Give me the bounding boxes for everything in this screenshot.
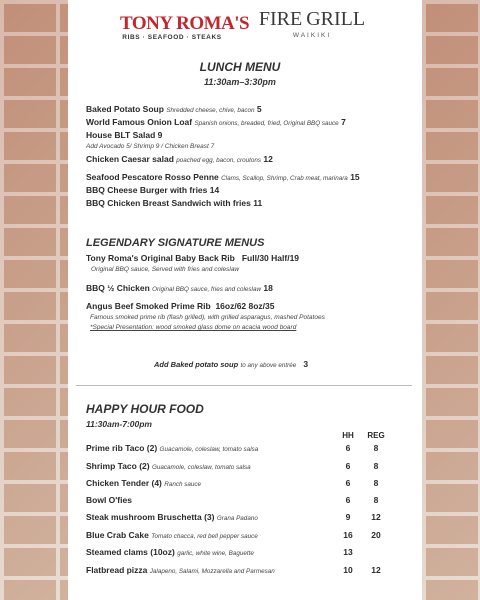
happy-hour-reg-price: 12 xyxy=(371,565,381,575)
fire-grill-logo xyxy=(258,6,366,39)
happy-hour-hh-price: 6 xyxy=(345,461,351,471)
lunch-hours: 11:30am–3:30pm xyxy=(204,77,276,87)
happy-hour-item-name: Shrimp Taco (2) xyxy=(86,461,150,471)
lunch-item: BBQ Chicken Breast Sandwich with fries 11 xyxy=(86,198,263,208)
happy-hour-item-desc: Tomato chacca, red bell pepper sauce xyxy=(151,533,258,540)
happy-hour-item-name: Bowl O'fies xyxy=(86,495,132,505)
signature-item-desc: Original BBQ sauce, Served with fries and coleslaw xyxy=(91,266,240,273)
tony-romas-tagline: RIBS · SEAFOOD · STEAKS xyxy=(122,34,222,41)
happy-hour-item-desc: Ranch sauce xyxy=(164,481,202,488)
happy-hour-item xyxy=(86,461,251,473)
brick-wall-right xyxy=(422,0,480,600)
signature-title: LEGENDARY SIGNATURE MENUS xyxy=(86,237,265,249)
happy-hour-item-name: Flatbread pizza xyxy=(86,565,148,575)
happy-hour-reg-price: 8 xyxy=(373,495,379,505)
happy-hour-hh-price: 16 xyxy=(343,530,353,540)
happy-hour-item-name: Chicken Tender (4) xyxy=(86,478,162,488)
fire-grill-name-b: GRILL xyxy=(306,8,366,30)
happy-hour-hh-price: 9 xyxy=(345,512,351,522)
happy-hour-item-name: Blue Crab Cake xyxy=(86,530,149,540)
lunch-item: Baked Potato Soup Shredded cheese, chive, bacon 5 xyxy=(86,104,262,114)
happy-hour-item xyxy=(86,512,258,524)
happy-hour-item xyxy=(86,530,258,542)
happy-hour-item-name: Steak mushroom Bruschetta (3) xyxy=(86,512,215,522)
happy-hour-hh-price: 6 xyxy=(345,495,351,505)
happy-hour-hh-price: 13 xyxy=(343,547,353,557)
happy-hour-reg-price: 8 xyxy=(373,478,379,488)
happy-hour-title: HAPPY HOUR FOOD xyxy=(86,402,204,416)
happy-hour-item xyxy=(86,478,201,490)
happy-hour-item-desc: Guacamole, coleslaw, tomato salsa xyxy=(151,464,251,471)
special-presentation-note: *Special Presentation: wood smoked glass dome on acacia wood board xyxy=(90,324,297,331)
lunch-item: World Famous Onion Loaf Spanish onions, breaded, fried, Original BBQ sauce 7 xyxy=(86,117,346,127)
happy-hour-item xyxy=(86,443,258,455)
hh-column-header: HH xyxy=(342,431,354,440)
lunch-item: House BLT Salad 9 xyxy=(86,130,163,140)
happy-hour-reg-price: 20 xyxy=(371,530,381,540)
lunch-item: BBQ Cheese Burger with fries 14 xyxy=(86,185,220,195)
signature-item-desc: Famous smoked prime rib (flash grilled), with grilled asparagus, mashed Potatoes xyxy=(90,314,325,321)
lunch-item: Chicken Caesar salad poached egg, bacon, croutons 12 xyxy=(86,154,273,164)
happy-hour-item-desc: Grana Padano xyxy=(216,515,258,522)
tony-romas-name: TONY ROMA'S xyxy=(120,13,250,34)
fire-grill-tagline: WAIKIKI xyxy=(292,32,332,39)
happy-hour-item-desc: garlic, white wine, Baguette xyxy=(177,550,254,557)
section-divider xyxy=(76,385,412,386)
happy-hour-item-desc: Jalapeno, Salami, Mozzarella and Parmesan xyxy=(149,568,275,575)
happy-hour-reg-price: 8 xyxy=(373,461,379,471)
brick-wall-left xyxy=(0,0,68,600)
happy-hour-hh-price: 6 xyxy=(345,478,351,488)
happy-hour-reg-price: 12 xyxy=(371,512,381,522)
happy-hour-item-name: Steamed clams (10oz) xyxy=(86,547,175,557)
happy-hour-item xyxy=(86,565,275,577)
reg-column-header: REG xyxy=(367,431,385,440)
signature-item: BBQ ½ Chicken Original BBQ sauce, fries and coleslaw 18 xyxy=(86,283,273,293)
happy-hour-hours: 11:30am-7:00pm xyxy=(86,419,152,429)
happy-hour-hh-price: 6 xyxy=(345,443,351,453)
lunch-title: LUNCH MENU xyxy=(199,60,281,74)
happy-hour-item-name: Prime rib Taco (2) xyxy=(86,443,158,453)
happy-hour-reg-price: 8 xyxy=(373,443,379,453)
signature-item: Tony Roma's Original Baby Back Rib Full/30 Half/19 xyxy=(86,253,300,263)
happy-hour-hh-price: 10 xyxy=(343,565,353,575)
fire-grill-name-a: FIRE xyxy=(258,8,303,30)
menu-page xyxy=(68,0,422,600)
salad-addon-note: Add Avocado 5/ Shrimp 9 / Chicken Breast 7 xyxy=(86,143,215,150)
happy-hour-item-desc: Guacamole, coleslaw, tomato salsa xyxy=(159,446,259,453)
tony-romas-logo xyxy=(120,13,250,41)
happy-hour-item xyxy=(86,547,254,559)
signature-item: Angus Beef Smoked Prime Rib 16oz/62 8oz/35 xyxy=(86,301,275,311)
soup-addon: Add Baked potato soup to any above entrée 3 xyxy=(154,359,309,369)
lunch-item: Seafood Pescatore Rosso Penne Clams, Scallop, Shrimp, Crab meat, marinara 15 xyxy=(86,172,360,182)
happy-hour-item xyxy=(86,495,132,506)
